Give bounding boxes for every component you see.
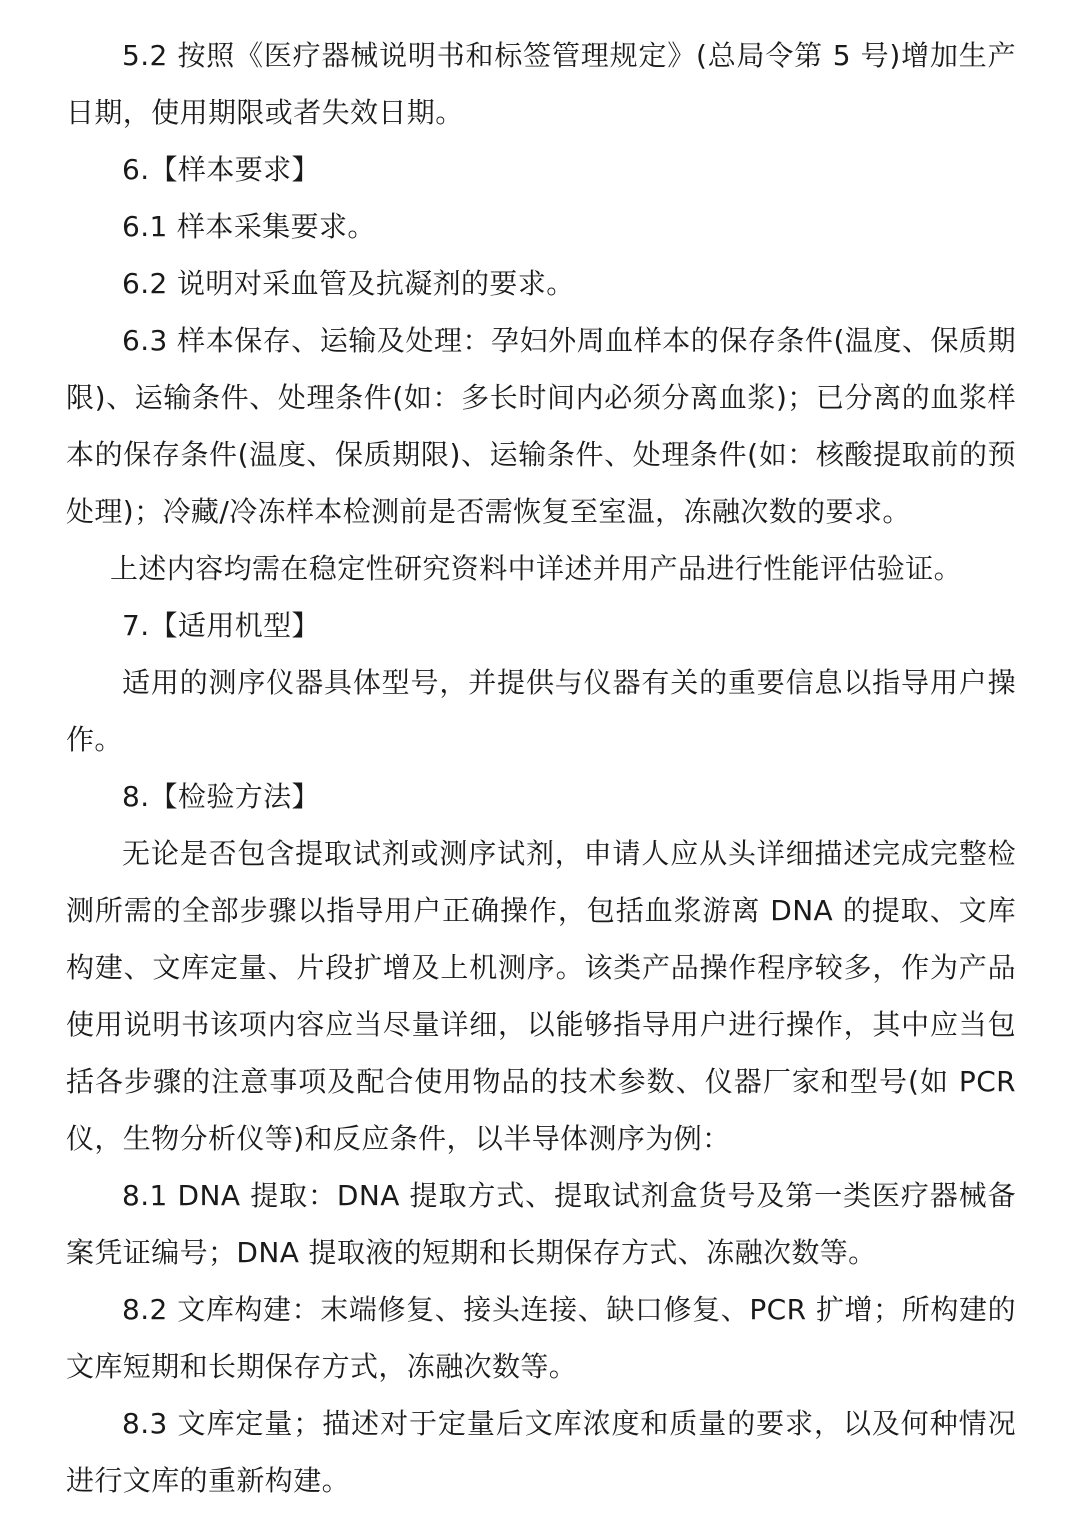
paragraph-7-body: 适用的测序仪器具体型号，并提供与仪器有关的重要信息以指导用户操作。 bbox=[66, 666, 1016, 756]
paragraph-6-1: 6.1 样本采集要求。 bbox=[122, 210, 376, 243]
paragraph-8-2: 8.2 文库构建：末端修复、接头连接、缺口修复、PCR 扩增；所构建的文库短期和长期保存方式，冻融次数等。 bbox=[66, 1293, 1016, 1383]
paragraph-6-2: 6.2 说明对采血管及抗凝剂的要求。 bbox=[122, 267, 575, 300]
paragraph-8-body: 无论是否包含提取试剂或测序试剂，申请人应从头详细描述完成完整检测所需的全部步骤以指导用户正确操作，包括血浆游离 DNA 的提取、文库构建、文库定量、片段扩增及上机测序。该类产品操作程序较多，作为产品使用说明书该项内容应当尽量详细，以能够指导用户进行操作，其中应当包括各步骤的注意事项及配合使用物品的技术参数、仪器厂家和型号(如 PCR 仪，生物分析仪等)和反应条件，以半导体测序为例： bbox=[66, 837, 1016, 1155]
document-body bbox=[66, 27, 1016, 1509]
paragraph-8-1: 8.1 DNA 提取：DNA 提取方式、提取试剂盒货号及第一类医疗器械备案凭证编号；DNA 提取液的短期和长期保存方式、冻融次数等。 bbox=[66, 1179, 1016, 1269]
heading-6-sample-requirements: 6.【样本要求】 bbox=[122, 153, 320, 186]
paragraph-5-2: 5.2 按照《医疗器械说明书和标签管理规定》(总局令第 5 号)增加生产日期，使用期限或者失效日期。 bbox=[66, 39, 1016, 129]
heading-8-test-method: 8.【检验方法】 bbox=[122, 780, 320, 813]
heading-7-applicable-models: 7.【适用机型】 bbox=[122, 609, 320, 642]
paragraph-6-3: 6.3 样本保存、运输及处理：孕妇外周血样本的保存条件(温度、保质期限)、运输条件、处理条件(如：多长时间内必须分离血浆)；已分离的血浆样本的保存条件(温度、保质期限)、运输条件、处理条件(如：核酸提取前的预处理)；冷藏/冷冻样本检测前是否需恢复至室温，冻融次数的要求。 bbox=[66, 324, 1016, 528]
paragraph-stability-note: 上述内容均需在稳定性研究资料中详述并用产品进行性能评估验证。 bbox=[110, 552, 963, 585]
paragraph-8-3: 8.3 文库定量；描述对于定量后文库浓度和质量的要求，以及何种情况进行文库的重新构建。 bbox=[66, 1407, 1016, 1497]
